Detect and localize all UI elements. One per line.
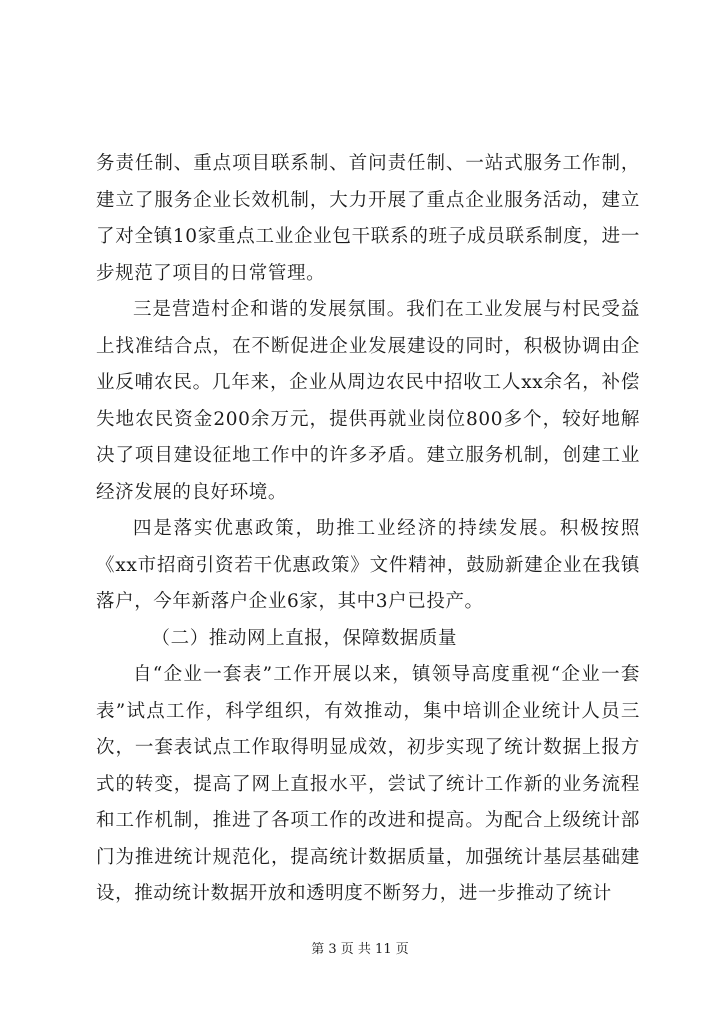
paragraph-continuation: 务责任制、重点项目联系制、首问责任制、一站式服务工作制，建立了服务企业长效机制，大力开展了重点企业服务活动，建立了对全镇10家重点工业企业包干联系的班子成员联系制度，进一步规范了项目的日常管理。 — [96, 153, 640, 284]
page-footer: 第 3 页 共 11 页 — [311, 942, 409, 957]
paragraph-policy: 四是落实优惠政策，助推工业经济的持续发展。积极按照《xx市招商引资若干优惠政策》文件精神，鼓励新建企业在我镇落户，今年新落户企业6家，其中3户已投产。 — [96, 518, 640, 612]
paragraph-statistics: 自“企业一套表”工作开展以来，镇领导高度重视“企业一套表”试点工作，科学组织，有效推动，集中培训企业统计人员三次，一套表试点工作取得明显成效，初步实现了统计数据上报方式的转变，提高了网上直报水平，尝试了统计工作新的业务流程和工作机制，推进了各项工作的改进和提高。为配合上级统计部门为推进统计规范化，提高统计数据质量，加强统计基层基础建设，推动统计数据开放和透明度不断努力，进一步推动了统计 — [96, 664, 640, 904]
paragraph-harmony: 三是营造村企和谐的发展氛围。我们在工业发展与村民受益上找准结合点，在不断促进企业发展建设的同时，积极协调由企业反哺农民。几年来，企业从周边农民中招收工人xx余名，补偿失地农民资金200余万元，提供再就业岗位800多个，较好地解决了项目建设征地工作中的许多矛盾。建立服务机制，创建工业经济发展的良好环境。 — [96, 299, 640, 503]
document-body — [96, 146, 640, 913]
section-heading: （二）推动网上直报，保障数据质量 — [151, 627, 458, 649]
